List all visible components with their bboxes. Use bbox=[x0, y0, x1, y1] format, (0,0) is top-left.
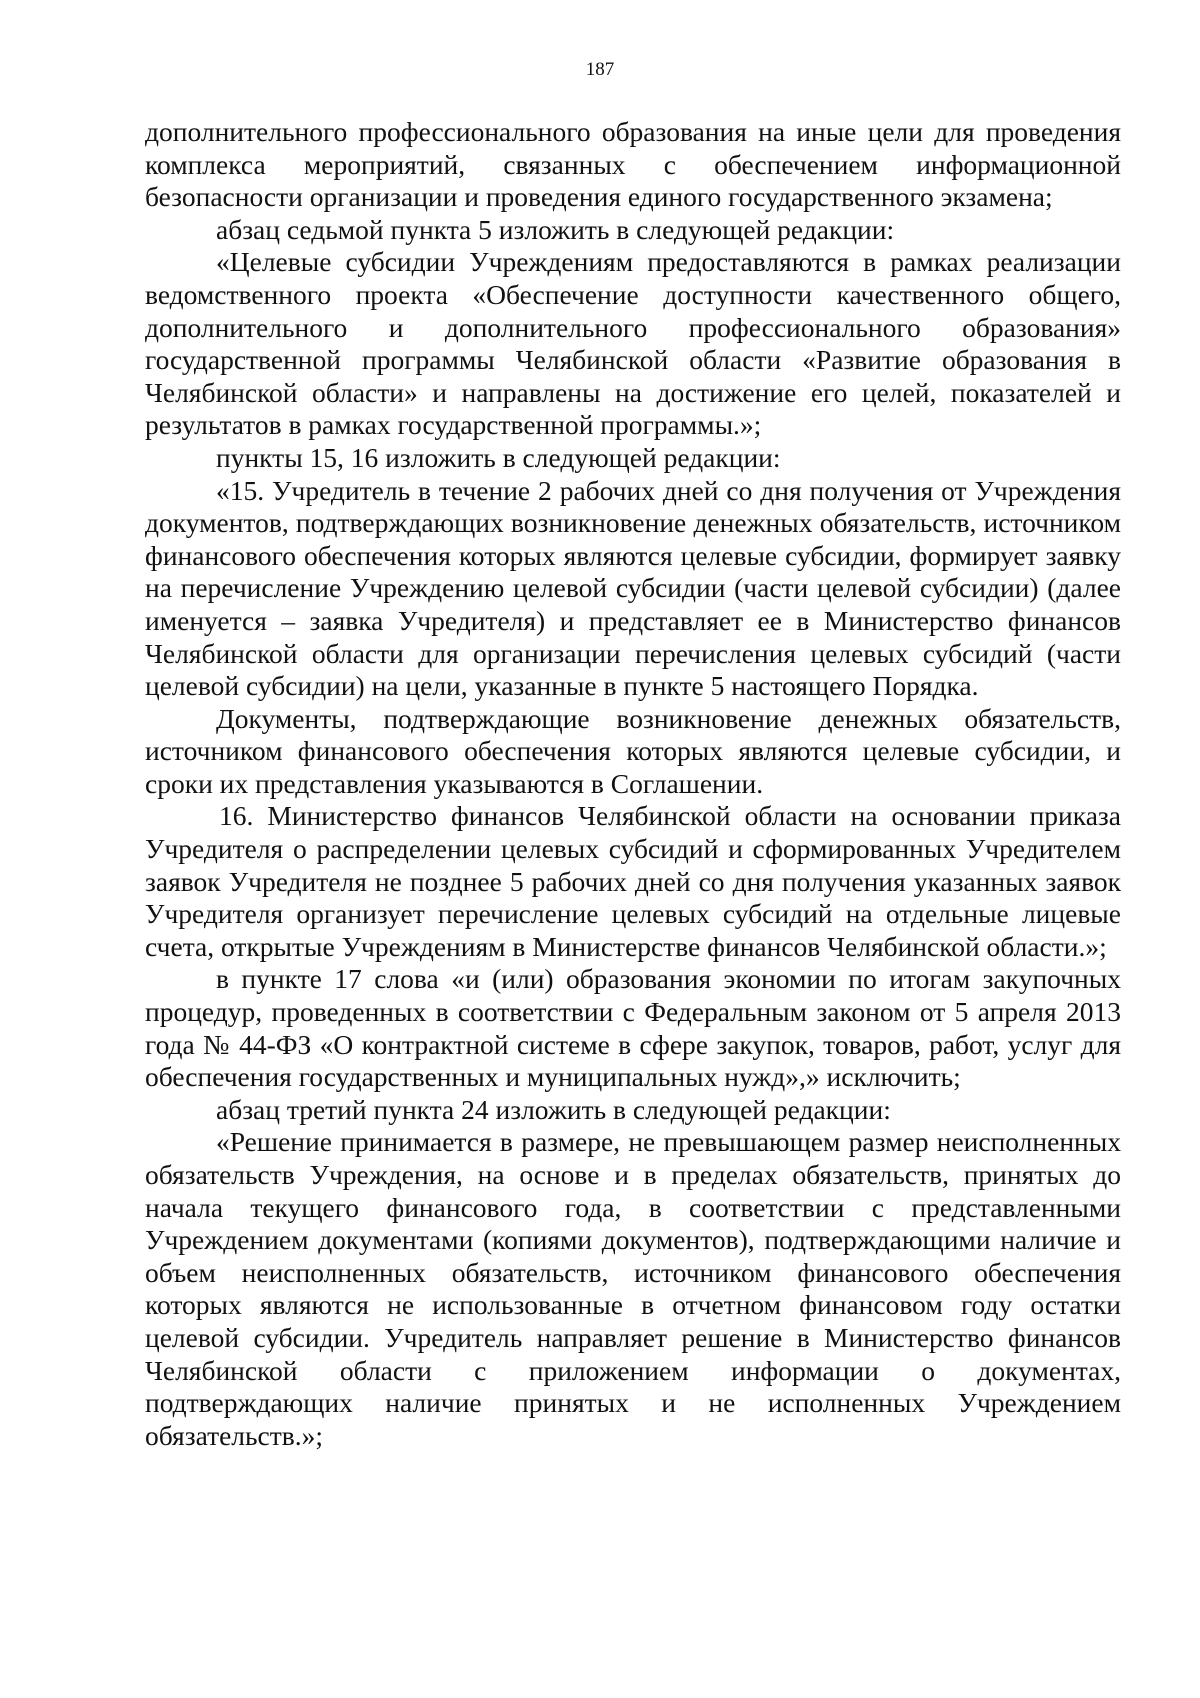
paragraph-quoted-item-5: «Целевые субсидии Учреждениям предоставляются в рамках реализации ведомственного проекта «Обеспечение доступности качественного общего, дополнительного и дополнительного профессионального образования» государственной программы Челябинской области «Развитие образования в Челябинской области» и направлены на достижение его целей, показателей и результатов в рамках государственной программы.»; bbox=[145, 246, 1121, 441]
document-body bbox=[145, 116, 1121, 1452]
paragraph-documents: Документы, подтверждающие возникновение денежных обязательств, источником финансового обеспечения которых являются целевые субсидии, и сроки их представления указываются в Соглашении. bbox=[145, 702, 1121, 799]
paragraph-quoted-item-24: «Решение принимается в размере, не превышающем размер неисполненных обязательств Учреждения, на основе и в пределах обязательств, принятых до начала текущего финансового года, в соответствии с представленными Учреждением документами (копиями документов), подтверждающими наличие и объем неисполненных обязательств, источником финансового обеспечения которых являются не использованные в отчетном финансовом году остатки целевой субсидии. Учредитель направляет решение в Министерство финансов Челябинской области с приложением информации о документах, подтверждающих наличие принятых и не исполненных Учреждением обязательств.»; bbox=[145, 1126, 1121, 1451]
paragraph-instruction-items-15-16: пункты 15, 16 изложить в следующей редакции: bbox=[216, 441, 781, 473]
paragraph-instruction-item-24: абзац третий пункта 24 изложить в следующей редакции: bbox=[216, 1093, 891, 1125]
paragraph-item-17: в пункте 17 слова «и (или) образования экономии по итогам закупочных процедур, проведенных в соответствии с Федеральным законом от 5 апреля 2013 года № 44-ФЗ «О контрактной системе в сфере закупок, товаров, работ, услуг для обеспечения государственных и муниципальных нужд»,» исключить; bbox=[145, 963, 1121, 1093]
paragraph-item-16: 16. Министерство финансов Челябинской области на основании приказа Учредителя о распределении целевых субсидий и сформированных Учредителем заявок Учредителя не позднее 5 рабочих дней со дня получения указанных заявок Учредителя организует перечисление целевых субсидий на отдельные лицевые счета, открытые Учреждениям в Министерстве финансов Челябинской области.»; bbox=[145, 800, 1121, 962]
paragraph-instruction-item-5: абзац седьмой пункта 5 изложить в следующей редакции: bbox=[216, 213, 895, 245]
paragraph-item-15: «15. Учредитель в течение 2 рабочих дней со дня получения от Учреждения документов, подтверждающих возникновение денежных обязательств, источником финансового обеспечения которых являются целевые субсидии, формирует заявку на перечисление Учреждению целевой субсидии (части целевой субсидии) (далее именуется – заявка Учредителя) и представляет ее в Министерство финансов Челябинской области для организации перечисления целевых субсидий (части целевой субсидии) на цели, указанные в пункте 5 настоящего Порядка. bbox=[145, 474, 1121, 702]
paragraph-continuation: дополнительного профессионального образования на иные цели для проведения комплекса мероприятий, связанных с обеспечением информационной безопасности организации и проведения единого государственного экзамена; bbox=[145, 116, 1121, 213]
page-number: 187 bbox=[585, 59, 615, 80]
